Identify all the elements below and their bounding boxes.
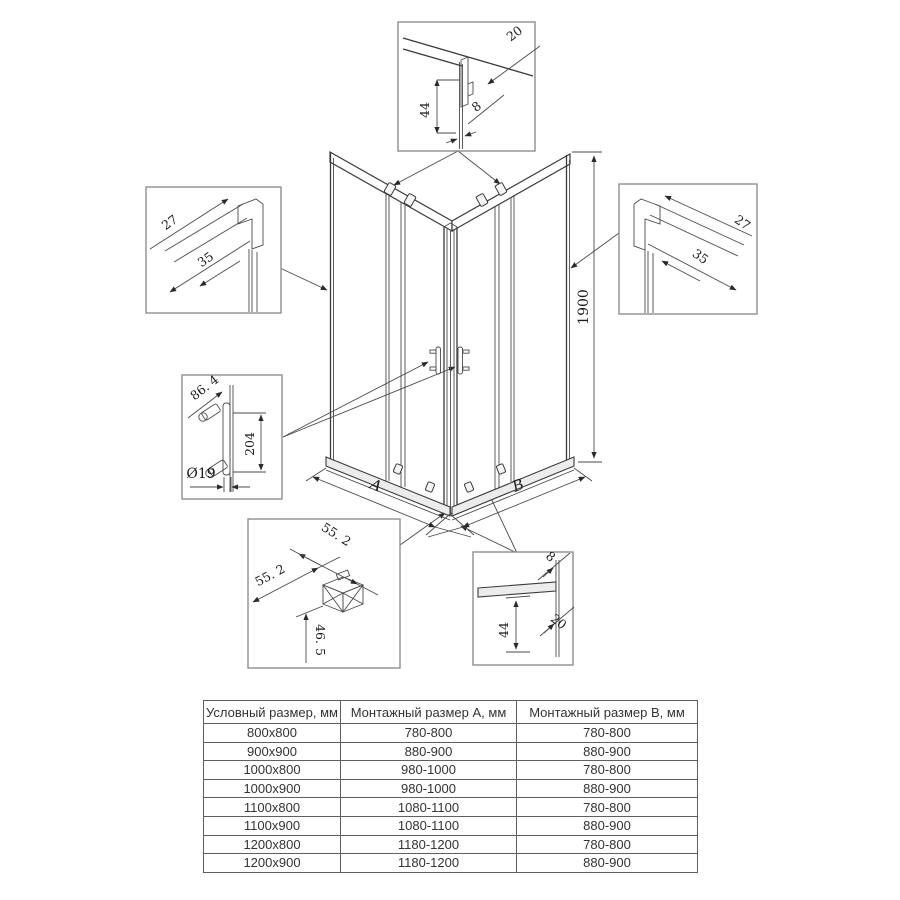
size-table xyxy=(203,700,698,873)
height-dimension xyxy=(572,152,602,462)
bracket-dim-46-label: 46. 5 xyxy=(313,624,328,656)
dim-44-label: 44 xyxy=(417,102,432,118)
height-1900-label: 1900 xyxy=(576,289,592,325)
roller-clips-bottom xyxy=(393,464,506,493)
table-row: 1200x900 1180-1200 880-900 xyxy=(204,854,698,873)
table-row: 1200x800 1180-1200 780-800 xyxy=(204,835,698,854)
width-b-dimension xyxy=(428,468,592,537)
door-handle-left xyxy=(430,347,441,374)
handle-dim-86-label: 86. 4 xyxy=(187,371,222,404)
width-b-label: B xyxy=(509,474,527,496)
col-header-mount-size-b: Монтажный размер В, мм xyxy=(517,701,698,724)
handle-dim-19-label: Ø19 xyxy=(186,466,216,482)
dim-20-label: 20 xyxy=(503,22,526,45)
detail-handle xyxy=(182,372,282,499)
shower-enclosure-isometric xyxy=(326,152,574,520)
table-row: 1100x800 1080-1100 780-800 xyxy=(204,798,698,817)
left-dim-35-label: 35 xyxy=(194,248,217,271)
table-row: 900x900 880-900 880-900 xyxy=(204,742,698,761)
bracket-dim-55-top-label: 55. 2 xyxy=(318,519,354,549)
bottom-dim-20-label: 20 xyxy=(547,610,570,633)
bottom-dim-8-label: 8 xyxy=(543,548,559,565)
table-header-row xyxy=(204,701,698,724)
bracket-dim-55-left-label: 55. 2 xyxy=(252,560,288,590)
detail-top-profile xyxy=(398,22,540,151)
detail-left-wall-profile xyxy=(146,187,281,313)
handle-dim-204-label: 204 xyxy=(242,432,257,456)
table-row: 1000x900 980-1000 880-900 xyxy=(204,779,698,798)
detail-bottom-profile xyxy=(473,548,574,665)
detail-corner-bracket xyxy=(248,519,400,668)
dim-8-label: 8 xyxy=(468,98,484,115)
table-row: 800x800 780-800 780-800 xyxy=(204,724,698,743)
detail-right-wall-profile xyxy=(619,184,757,314)
col-header-mount-size-a: Монтажный размер А, мм xyxy=(341,701,517,724)
right-dim-27-label: 27 xyxy=(731,211,754,234)
left-dim-27-label: 27 xyxy=(158,211,181,234)
door-handle-right xyxy=(458,347,469,374)
bottom-dim-44-label: 44 xyxy=(496,622,511,638)
corner-post xyxy=(444,223,457,514)
width-a-label: A xyxy=(367,474,385,496)
right-dim-35-label: 35 xyxy=(689,245,712,268)
table-row: 1000x800 980-1000 780-800 xyxy=(204,761,698,780)
col-header-nominal-size: Условный размер, мм xyxy=(204,701,341,724)
table-row: 1100x900 1080-1100 880-900 xyxy=(204,816,698,835)
